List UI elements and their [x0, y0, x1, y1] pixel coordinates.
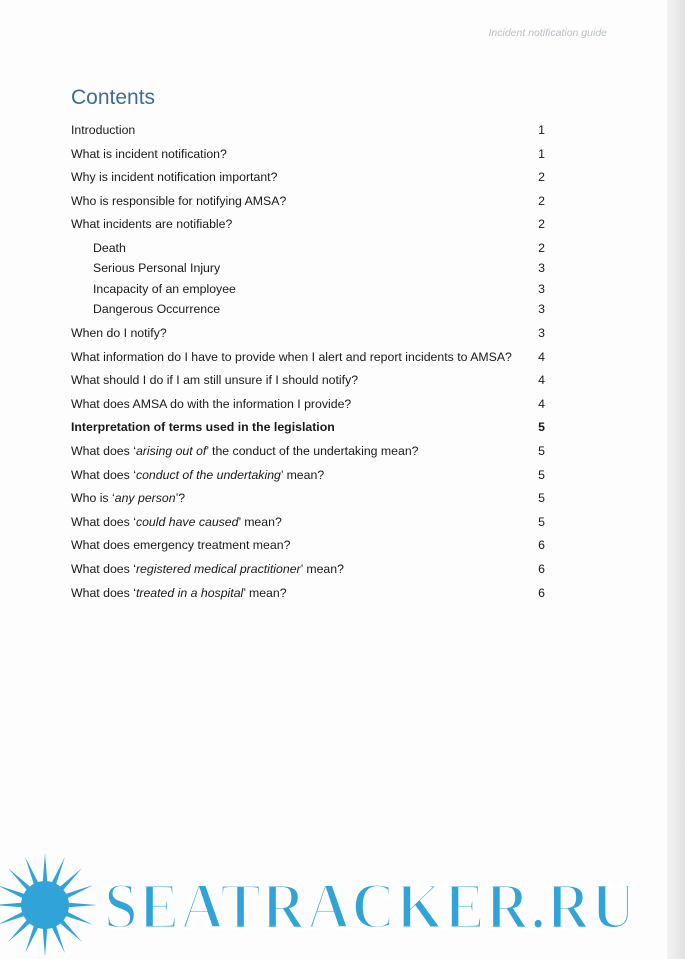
toc-entry-text: What does ‘: [71, 514, 136, 529]
sun-ray: [8, 868, 31, 891]
toc-page-number: 2: [538, 240, 545, 255]
toc-entry-title: [71, 586, 287, 600]
sun-ray: [25, 857, 39, 886]
toc-page-number: 2: [538, 217, 545, 232]
toc-entry[interactable]: [71, 585, 545, 609]
toc-page-number: 5: [538, 514, 545, 529]
toc-entry[interactable]: [71, 349, 545, 373]
toc-entry-text: ’ mean?: [300, 562, 344, 576]
running-header: Incident notification guide: [488, 27, 607, 39]
page-edge-shadow: [667, 0, 685, 959]
toc-entry-text: Introduction: [71, 123, 136, 137]
sun-ray: [59, 919, 82, 942]
toc-page-number: 3: [538, 302, 545, 317]
toc-entry[interactable]: [71, 216, 545, 240]
toc-page-number: 6: [538, 585, 545, 600]
toc-entry-text: What does ‘: [71, 585, 136, 600]
toc-entry-emphasis: treated in a hospital: [135, 585, 244, 600]
toc-entry-text: What should I do if I am still unsure if I should notify?: [71, 373, 359, 388]
sun-ray: [51, 924, 65, 953]
sun-ray: [0, 903, 23, 908]
toc-entry[interactable]: [71, 193, 545, 217]
sun-ray: [51, 857, 65, 886]
toc-entry-text: ’ the conduct of the undertaking mean?: [206, 444, 419, 459]
sun-logo-icon: [0, 852, 110, 959]
toc-page-number: 4: [538, 373, 545, 388]
toc-entry[interactable]: [71, 240, 545, 261]
toc-entry-title: [71, 170, 277, 184]
toc-page-number: 4: [538, 396, 545, 411]
toc-page-number: 1: [538, 123, 545, 137]
toc-entry-title: [93, 241, 126, 255]
watermark-text: SEATRACKER.RU: [104, 870, 637, 943]
toc-entry-text: Dangerous Occurrence: [93, 302, 221, 317]
toc-entry-text: ’ mean?: [238, 514, 282, 529]
toc-entry-text: Interpretation of terms used in the legislation: [71, 420, 335, 435]
toc-entry-title: [71, 217, 232, 231]
toc-entry-text: What information do I have to provide when I alert and report incidents to AMSA?: [71, 349, 512, 364]
toc-entry[interactable]: [71, 281, 545, 302]
toc-entry-title: [71, 420, 335, 434]
toc-page-number: 4: [538, 349, 545, 364]
toc-entry[interactable]: [71, 419, 545, 443]
sun-ray: [64, 911, 93, 925]
toc-entry-text: What incidents are notifiable?: [71, 217, 233, 232]
toc-entry[interactable]: [71, 122, 545, 146]
sun-ray: [64, 885, 93, 899]
toc-entry[interactable]: [71, 514, 545, 538]
table-of-contents: [71, 122, 545, 608]
toc-entry-title: [71, 373, 358, 387]
toc-entry[interactable]: [71, 169, 545, 193]
toc-entry-title: [71, 326, 167, 340]
toc-entry-title: [71, 491, 185, 505]
toc-page-number: 3: [538, 281, 545, 296]
toc-page-number: 6: [538, 562, 545, 576]
sun-ray: [59, 868, 82, 891]
toc-entry-emphasis: could have caused: [135, 514, 239, 529]
toc-entry-text: What does ‘: [71, 444, 136, 459]
toc-entry-title: [71, 194, 286, 208]
toc-entry[interactable]: [71, 561, 545, 585]
toc-entry-title: [93, 261, 220, 275]
toc-entry-title: [71, 397, 351, 411]
toc-page-number: 1: [538, 146, 545, 161]
toc-entry-emphasis: registered medical practitioner: [135, 562, 301, 576]
toc-entry-emphasis: conduct of the undertaking: [135, 467, 281, 482]
toc-page-number: 2: [538, 193, 545, 208]
toc-entry[interactable]: [71, 301, 545, 325]
toc-entry[interactable]: [71, 260, 545, 281]
toc-entry[interactable]: [71, 396, 545, 420]
toc-entry[interactable]: [71, 467, 545, 491]
toc-entry-text: ’ mean?: [280, 467, 325, 482]
toc-page-number: 3: [538, 326, 545, 341]
sun-ray: [8, 919, 31, 942]
toc-page-number: 6: [538, 538, 545, 553]
toc-entry-text: ’?: [175, 491, 186, 506]
sun-ray: [0, 885, 26, 899]
toc-entry-title: [71, 562, 344, 576]
sun-ray: [25, 924, 39, 953]
toc-entry-text: ’ mean?: [243, 585, 287, 600]
toc-entry-title: [71, 147, 227, 161]
toc-entry-text: Incapacity of an employee: [93, 281, 236, 296]
toc-entry[interactable]: [71, 537, 545, 561]
toc-entry-title: [71, 350, 512, 364]
sun-ray: [0, 911, 26, 925]
toc-entry-emphasis: arising out of: [135, 444, 207, 459]
toc-entry-text: What does ‘: [71, 467, 136, 482]
toc-entry[interactable]: [71, 490, 545, 514]
toc-page-number: 5: [538, 467, 545, 482]
toc-entry[interactable]: [71, 146, 545, 170]
toc-page-number: 5: [538, 491, 545, 506]
toc-page-number: 3: [538, 261, 545, 276]
sun-ray: [67, 903, 97, 908]
toc-entry-title: [93, 282, 236, 296]
toc-entry[interactable]: [71, 443, 545, 467]
toc-page-number: 5: [538, 444, 545, 459]
toc-entry-text: What is incident notification?: [71, 146, 227, 161]
toc-entry-text: Why is incident notification important?: [71, 170, 278, 185]
toc-entry-title: [71, 468, 324, 482]
toc-entry-title: [71, 123, 135, 137]
sun-ray: [43, 927, 48, 957]
toc-entry-text: What does AMSA do with the information I provide?: [71, 396, 352, 411]
toc-entry[interactable]: [71, 325, 545, 349]
toc-entry-text: What does emergency treatment mean?: [71, 538, 291, 553]
toc-page-number: 5: [538, 420, 545, 435]
page-title: Contents: [71, 86, 156, 109]
toc-entry-title: [93, 302, 220, 316]
toc-entry-title: [71, 538, 290, 552]
toc-entry[interactable]: [71, 372, 545, 396]
toc-entry-text: Death: [93, 240, 126, 255]
toc-page-number: 2: [538, 170, 545, 185]
sun-ray: [43, 853, 48, 883]
toc-entry-text: Who is responsible for notifying AMSA?: [71, 193, 287, 208]
toc-entry-title: [71, 444, 419, 458]
toc-entry-title: [71, 515, 282, 529]
toc-entry-text: When do I notify?: [71, 326, 167, 341]
toc-entry-text: Serious Personal Injury: [93, 261, 221, 276]
watermark: [0, 852, 685, 959]
toc-entry-text: Who is ‘: [71, 491, 115, 506]
toc-entry-text: What does ‘: [71, 562, 136, 576]
toc-entry-emphasis: any person: [114, 491, 176, 506]
